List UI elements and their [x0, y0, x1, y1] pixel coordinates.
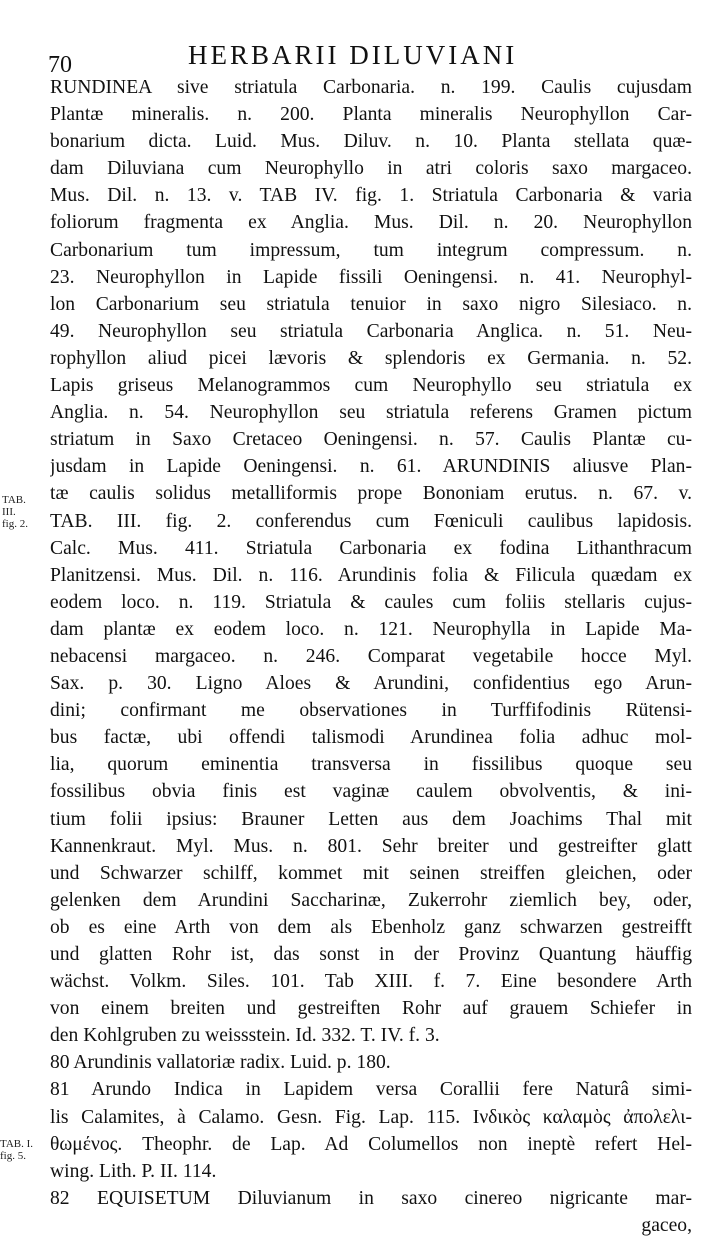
text-line: dam Diluviana cum Neurophyllo in atri coloris saxo margaceo.: [50, 158, 692, 180]
margin-note-line: fig. 2.: [2, 518, 28, 530]
text-line: Lapis griseus Melanogrammos cum Neurophyllo seu striatula ex: [50, 375, 692, 397]
text-line: eodem loco. n. 119. Striatula & caules cum foliis stellaris cujus-: [50, 591, 692, 613]
text-line: Anglia. n. 54. Neurophyllon seu striatula referens Gramen pictum: [50, 402, 692, 424]
text-line: nebacensi margaceo. n. 246. Comparat vegetabile hocce Myl.: [50, 645, 692, 667]
text-line: Calc. Mus. 411. Striatula Carbonaria ex fodina Lithanthracum: [50, 537, 692, 559]
margin-note-tab-i: [0, 1138, 33, 1162]
text-line: dam plantæ ex eodem loco. n. 121. Neurophylla in Lapide Ma-: [50, 618, 692, 640]
text-line: Plantæ mineralis. n. 200. Planta mineralis Neurophyllon Car-: [50, 104, 692, 126]
text-line: Sax. p. 30. Ligno Aloes & Arundini, confidentius ego Arun-: [50, 673, 692, 695]
text-line: und Schwarzer schilff, kommet mit seinen streiffen gleichen, oder: [50, 862, 692, 884]
text-line: 23. Neurophyllon in Lapide fissili Oeningensi. n. 41. Neurophyl-: [50, 266, 692, 288]
margin-note-line: TAB. I.: [0, 1138, 34, 1150]
text-line: Planitzensi. Mus. Dil. n. 116. Arundinis folia & Filicula quædam ex: [50, 564, 692, 586]
text-line: jusdam in Lapide Oeningensi. n. 61. ARUNDINIS aliusve Plan-: [50, 456, 692, 478]
text-line: TAB. III. fig. 2. conferendus cum Fœniculi caulibus lapidosis.: [50, 510, 692, 532]
margin-note-tab-iii: [2, 494, 28, 530]
text-line: θωμένος. Theophr. de Lap. Ad Columellos non ineptè refert Hel-: [50, 1133, 692, 1155]
text-line: dini; confirmant me observationes in Turffifodinis Rütensi-: [50, 700, 692, 722]
text-line: bus factæ, ubi offendi talismodi Arundinea folia adhuc mol-: [50, 727, 692, 749]
text-line: bonarium dicta. Luid. Mus. Diluv. n. 10. Planta stellata quæ-: [50, 131, 692, 153]
text-line: lis Calamites, à Calamo. Gesn. Fig. Lap. 115. Ινδικὸς καλαμὸς ἀπολελι-: [50, 1106, 692, 1128]
body-text: [50, 74, 692, 1239]
text-line: Carbonarium tum impressum, tum integrum compressum. n.: [50, 239, 692, 261]
text-line: und glatten Rohr ist, das sonst in der Provinz Quantung häuffig: [50, 944, 692, 965]
text-line: den Kohlgruben zu weissstein. Id. 332. T. IV. f. 3.: [50, 1025, 440, 1047]
text-line: Mus. Dil. n. 13. v. TAB IV. fig. 1. Striatula Carbonaria & varia: [50, 185, 692, 207]
text-line: wächst. Volkm. Siles. 101. Tab XIII. f. 7. Eine besondere Arth: [50, 971, 692, 993]
text-line: 81 Arundo Indica in Lapidem versa Corallii fere Naturâ simi-: [50, 1079, 692, 1101]
text-line: 80 Arundinis vallatoriæ radix. Luid. p. 180.: [50, 1052, 391, 1074]
text-line: lon Carbonarium seu striatula tenuior in saxo nigro Silesiaco. n.: [50, 293, 692, 315]
text-line: von einem breiten und gestreiften Rohr auf grauem Schiefer in: [50, 998, 692, 1020]
text-line: foliorum fragmenta ex Anglia. Mus. Dil. n. 20. Neurophyllon: [50, 212, 692, 234]
text-line: Kannenkraut. Myl. Mus. n. 801. Sehr breiter und gestreifter glatt: [50, 835, 692, 857]
text-line: lia, quorum eminentia transversa in fissilibus quoque seu: [50, 754, 692, 776]
text-line: fossilibus obvia finis est vaginæ caulem obvolventis, & ini-: [50, 781, 692, 803]
text-line: gelenken dem Arundini Saccharinæ, Zukerrohr ziemlich bey, oder,: [50, 889, 692, 911]
margin-note-line: fig. 5.: [0, 1150, 26, 1162]
text-line: tæ caulis solidus metalliformis prope Bononiam erutus. n. 67. v.: [50, 483, 692, 505]
margin-note-line: III.: [2, 506, 16, 518]
text-line: ob es eine Arth von dem als Ebenholz ganz schwarzen gestreifft: [50, 916, 692, 938]
text-line: striatum in Saxo Cretaceo Oeningensi. n. 57. Caulis Plantæ cu-: [50, 429, 692, 451]
running-head: HERBARII DILUVIANI: [188, 40, 518, 70]
text-line: 82 EQUISETUM Diluvianum in saxo cinereo nigricante mar-: [50, 1187, 692, 1209]
text-line: RUNDINEA sive striatula Carbonaria. n. 199. Caulis cujusdam: [50, 77, 692, 98]
margin-note-line: TAB.: [2, 494, 26, 506]
page-number: 70: [48, 52, 72, 78]
text-line: tium folii ipsius: Brauner Letten aus dem Joachims Thal mit: [50, 808, 692, 830]
text-line: wing. Lith. P. II. 114.: [50, 1160, 217, 1182]
text-line: rophyllon aliud picei lævoris & splendoris ex Germania. n. 52.: [50, 347, 692, 369]
text-line: gaceo,: [641, 1214, 692, 1236]
text-line: 49. Neurophyllon seu striatula Carbonaria Anglica. n. 51. Neu-: [50, 320, 692, 342]
